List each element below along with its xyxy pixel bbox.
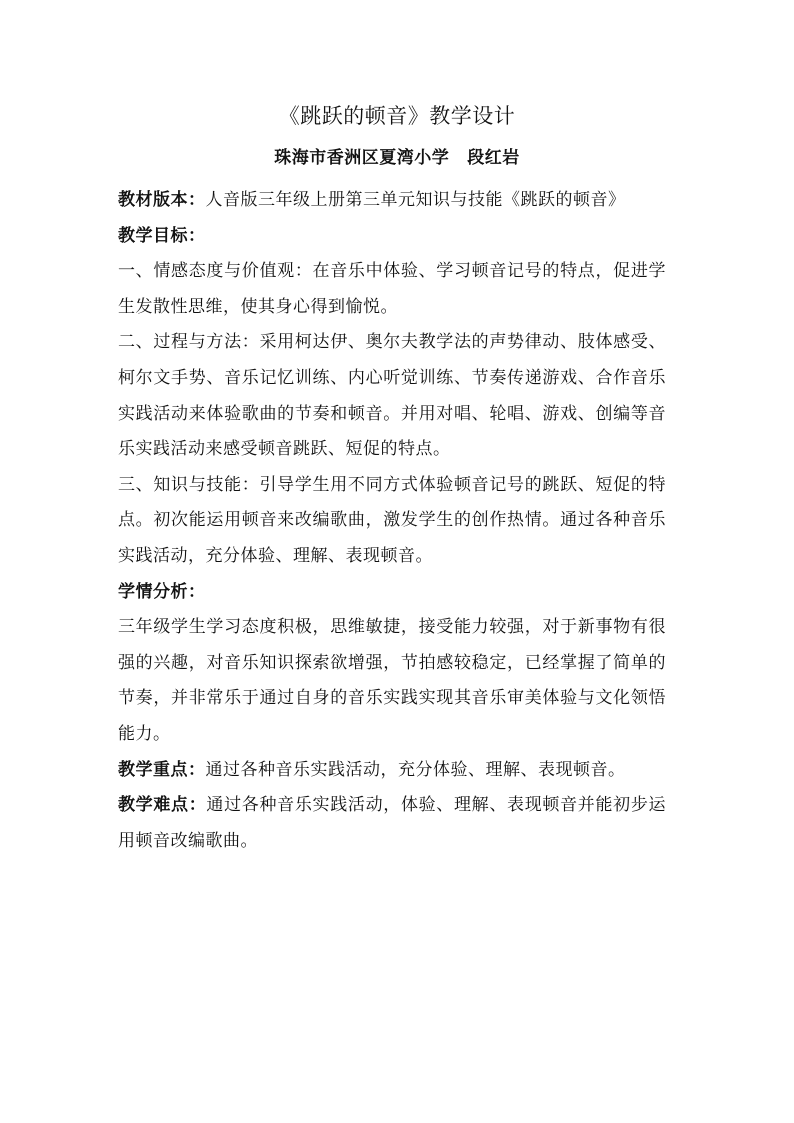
document-title: 《跳跃的顿音》教学设计 [278, 104, 516, 128]
objective-3-paragraph: 三、知识与技能：引导学生用不同方式体验顿音记号的跳跃、短促的特点。初次能运用顿音来改编歌曲，激发学生的创作热情。通过各种音乐实践活动，充分体验、理解、表现顿音。 [118, 474, 666, 566]
analysis-heading: 学情分析： [118, 581, 206, 602]
objectives-heading: 教学目标： [118, 225, 206, 246]
teaching-difficulty-text: 通过各种音乐实践活动，体验、理解、表现顿音并能初步运用顿音改编歌曲。 [118, 795, 667, 851]
teaching-key-text: 通过各种音乐实践活动，充分体验、理解、表现顿音。 [205, 759, 626, 780]
teaching-difficulty-label: 教学难点： [118, 795, 207, 816]
author-school: 珠海市香洲区夏湾小学 [274, 148, 450, 168]
teaching-difficulty-paragraph [118, 788, 666, 859]
teaching-key-label: 教学重点： [118, 759, 206, 780]
document-body [118, 183, 666, 859]
material-version-label: 教材版本： [118, 190, 206, 210]
material-version-paragraph [118, 183, 666, 219]
analysis-paragraph: 三年级学生学习态度积极，思维敏捷，接受能力较强，对于新事物有很强的兴趣，对音乐知识探索欲增强，节拍感较稳定，已经掌握了简单的节奏，并非常乐于通过自身的音乐实践实现其音乐审美体验与文化领悟能力。 [118, 617, 666, 744]
objective-1-paragraph: 一、情感态度与价值观：在音乐中体验、学习顿音记号的特点，促进学生发散性思维，使其身心得到愉悦。 [118, 261, 666, 317]
author-name: 段红岩 [467, 148, 520, 168]
objective-2-paragraph: 二、过程与方法：采用柯达伊、奥尔夫教学法的声势律动、肢体感受、柯尔文手势、音乐记忆训练、内心听觉训练、节奏传递游戏、合作音乐实践活动来体验歌曲的节奏和顿音。并用对唱、轮唱、游戏、创编等音乐实践活动来感受顿音跳跃、短促的特点。 [118, 332, 666, 460]
material-version-text: 人音版三年级上册第三单元知识与技能《跳跃的顿音》 [205, 190, 626, 210]
author-line [0, 143, 794, 173]
teaching-key-paragraph [118, 753, 666, 789]
